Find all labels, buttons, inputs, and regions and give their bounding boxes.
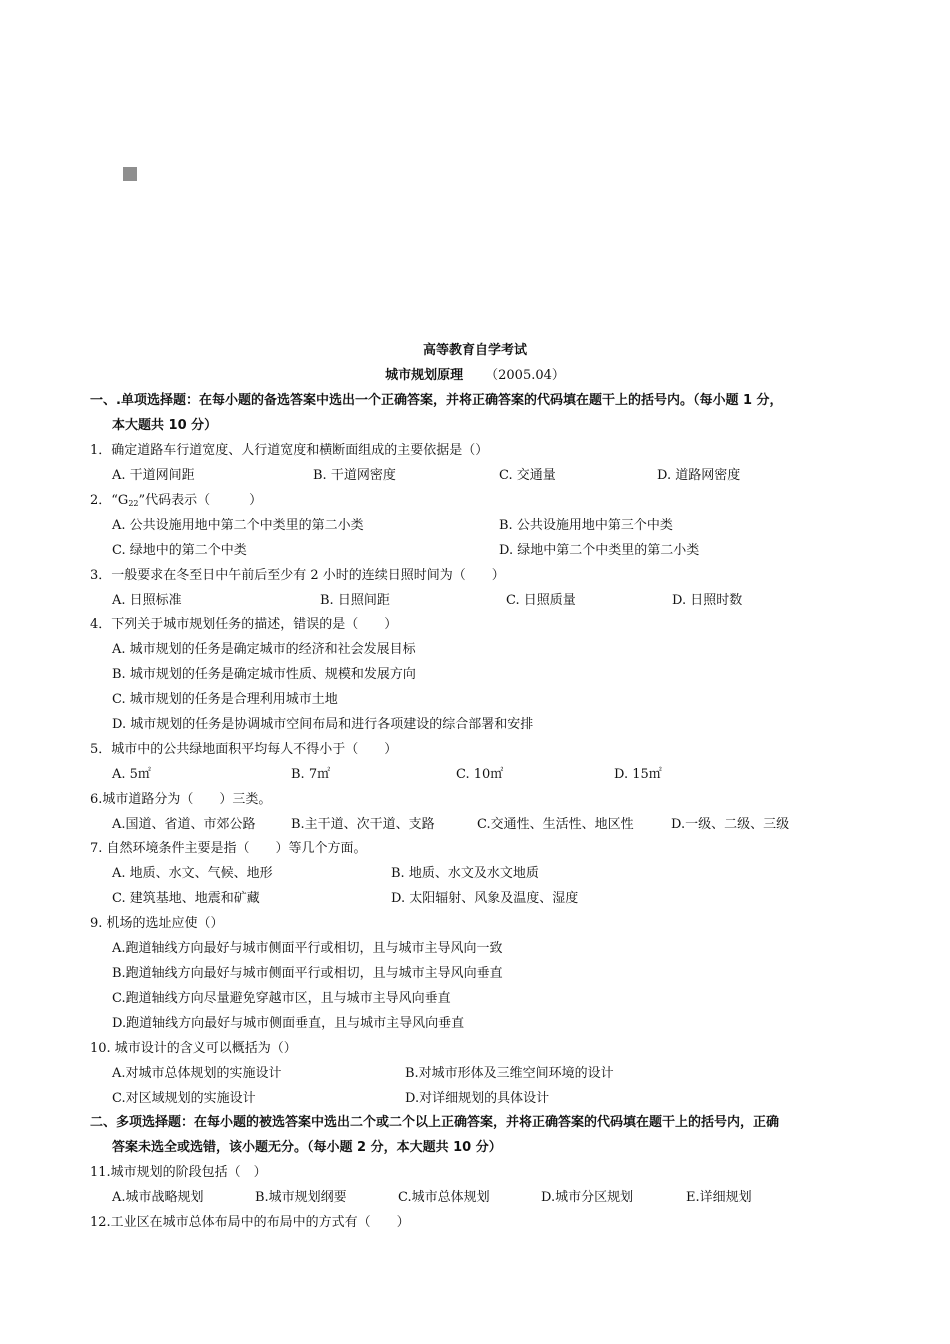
option-d: D. 城市规划的任务是协调城市空间布局和进行各项建设的综合部署和安排 <box>112 717 534 732</box>
option-b: B. 公共设施用地中第三个中类 <box>499 518 673 533</box>
option-e: E.详细规划 <box>686 1190 752 1205</box>
question-stem: 1．确定道路车行道宽度、人行道宽度和横断面组成的主要依据是（） <box>90 443 489 458</box>
section2-heading-cont: 答案未选全或选错，该小题无分。（每小题 2 分，本大题共 10 分） <box>112 1140 502 1155</box>
option-c: C. 城市规划的任务是合理利用城市土地 <box>112 692 338 707</box>
question-stem: 9. 机场的选址应使（） <box>90 916 224 931</box>
option-d: D.城市分区规划 <box>541 1190 634 1205</box>
document-title: 高等教育自学考试 <box>422 343 527 358</box>
option-a: A.对城市总体规划的实施设计 <box>112 1066 282 1081</box>
question-stem: 7. 自然环境条件主要是指（ ）等几个方面。 <box>90 841 367 856</box>
option-d: D.跑道轴线方向最好与城市侧面垂直，且与城市主导风向垂直 <box>112 1016 465 1031</box>
option-a: A.城市战略规划 <box>112 1190 204 1205</box>
option-c: C. 日照质量 <box>506 593 576 608</box>
question-stem: 3．一般要求在冬至日中午前后至少有 2 小时的连续日照时间为（ ） <box>90 568 505 583</box>
option-c: C.城市总体规划 <box>398 1190 490 1205</box>
option-b: B.主干道、次干道、支路 <box>291 817 435 832</box>
question-stem: 5．城市中的公共绿地面积平均每人不得小于（ ） <box>90 742 398 757</box>
option-b: B. 地质、水文及水文地质 <box>391 866 539 881</box>
option-a: A.跑道轴线方向最好与城市侧面平行或相切，且与城市主导风向一致 <box>112 941 503 956</box>
option-c: C.跑道轴线方向尽量避免穿越市区，且与城市主导风向垂直 <box>112 991 451 1006</box>
placeholder-square-icon <box>123 167 137 181</box>
question-stem: 11.城市规划的阶段包括（ ） <box>90 1165 267 1180</box>
section1-heading-cont: 本大题共 10 分） <box>112 418 218 433</box>
subject-name: 城市规划原理 <box>385 368 464 383</box>
stem-suffix: ”代码表示（ ） <box>138 493 263 508</box>
exam-date: （2005.04） <box>485 368 565 383</box>
option-c: C. 10㎡ <box>456 767 504 782</box>
option-d: D.对详细规划的具体设计 <box>405 1091 550 1106</box>
question-stem: 4．下列关于城市规划任务的描述，错误的是（ ） <box>90 617 398 632</box>
option-d: D. 15㎡ <box>614 767 662 782</box>
option-d: D. 太阳辐射、风象及温度、湿度 <box>391 891 579 906</box>
document-subtitle <box>0 366 950 386</box>
option-b: B.对城市形体及三维空间环境的设计 <box>405 1066 614 1081</box>
option-b: B.跑道轴线方向最好与城市侧面平行或相切，且与城市主导风向垂直 <box>112 966 503 981</box>
question-stem: 6.城市道路分为（ ）三类。 <box>90 792 272 807</box>
option-a: A. 日照标准 <box>112 593 182 608</box>
question-stem <box>90 491 262 514</box>
option-a: A. 城市规划的任务是确定城市的经济和社会发展目标 <box>112 642 416 657</box>
option-b: B. 7㎡ <box>291 767 331 782</box>
option-a: A. 公共设施用地中第二个中类里的第二小类 <box>112 518 364 533</box>
option-d: D. 道路网密度 <box>657 468 741 483</box>
option-a: A. 地质、水文、气候、地形 <box>112 866 273 881</box>
question-stem: 10. 城市设计的含义可以概括为（） <box>90 1041 297 1056</box>
section1-heading: 一、.单项选择题：在每小题的备选答案中选出一个正确答案，并将正确答案的代码填在题干上的括号内。（每小题 1 分， <box>90 393 783 408</box>
option-a: A.国道、省道、市郊公路 <box>112 817 256 832</box>
option-b: B.城市规划纲要 <box>255 1190 347 1205</box>
option-c: C. 交通量 <box>499 468 556 483</box>
option-a: A. 干道网间距 <box>112 468 195 483</box>
option-c: C.交通性、生活性、地区性 <box>477 817 634 832</box>
option-c: C. 绿地中的第二个中类 <box>112 543 247 558</box>
stem-subscript: 22 <box>128 499 139 508</box>
option-b: B. 城市规划的任务是确定城市性质、规模和发展方向 <box>112 667 416 682</box>
option-c: C.对区域规划的实施设计 <box>112 1091 256 1106</box>
option-c: C. 建筑基地、地震和矿藏 <box>112 891 260 906</box>
option-d: D. 日照时数 <box>672 593 743 608</box>
section2-heading: 二、多项选择题：在每小题的被选答案中选出二个或二个以上正确答案，并将正确答案的代码填在题干上的括号内，正确 <box>90 1115 780 1130</box>
question-stem: 12.工业区在城市总体布局中的布局中的方式有（ ） <box>90 1215 410 1230</box>
option-d: D. 绿地中第二个中类里的第二小类 <box>499 543 700 558</box>
option-b: B. 日照间距 <box>320 593 390 608</box>
option-b: B. 干道网密度 <box>313 468 396 483</box>
stem-prefix: 2．“G <box>90 493 129 508</box>
option-d: D.一级、二级、三级 <box>671 817 790 832</box>
option-a: A. 5㎡ <box>112 767 151 782</box>
